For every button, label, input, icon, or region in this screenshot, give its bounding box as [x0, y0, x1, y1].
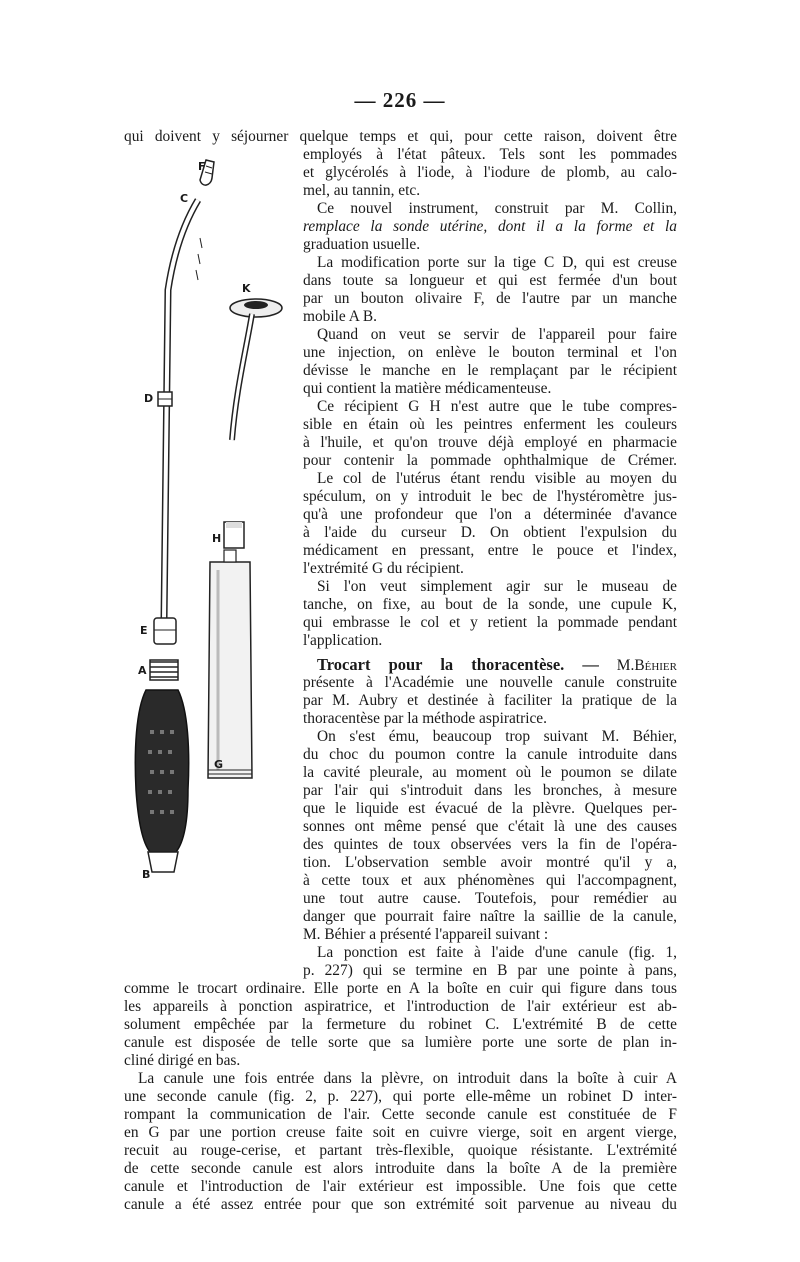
- sonde-engraving: [128, 130, 300, 890]
- text-line: remplace la sonde utérine, dont il a la forme et la: [303, 218, 677, 235]
- figure-letter-g: G: [214, 758, 224, 771]
- text-line: Si l'on veut simplement agir sur le museau de: [317, 578, 677, 595]
- text-line: dans toute sa longueur et qui est fermée d'un bout: [303, 272, 677, 289]
- figure-letter-c: C: [180, 192, 189, 205]
- heading-author-prefix: M.: [616, 657, 635, 674]
- text-line: comme le trocart ordinaire. Elle porte en A la boîte en cuir qui figure dans tous: [124, 980, 677, 997]
- figure-letter-k: K: [242, 282, 251, 295]
- heading-title: Trocart pour la thoracentèse. —: [317, 655, 599, 674]
- text-line: sonnes ont même pensé que c'était là une des causes: [303, 818, 677, 835]
- section-heading: [303, 656, 677, 675]
- text-line: de cette seconde canule est alors introduite dans la boîte A de la première: [124, 1160, 677, 1177]
- text-line: une seconde canule (fig. 2, p. 227), qui porte elle-même un robinet D inter-: [124, 1088, 677, 1105]
- text-line: que le liquide est évacué de la plèvre. Quelques per-: [303, 800, 677, 817]
- text-line: l'extrémité G du récipient.: [303, 560, 464, 577]
- text-line: p. 227) qui se termine en B par une pointe à pans,: [303, 962, 677, 979]
- text-line: La modification porte sur la tige C D, qui est creuse: [317, 254, 677, 271]
- text-line: à l'aide du curseur D. On obtient l'expulsion du: [303, 524, 677, 541]
- text-line: médicament en pressant, entre le pouce et l'index,: [303, 542, 677, 559]
- text-line: La canule une fois entrée dans la plèvre, on introduit dans la boîte à cuir A: [138, 1070, 677, 1087]
- text-line: présente à l'Académie une nouvelle canule construite: [303, 674, 677, 691]
- text-line: graduation usuelle.: [303, 236, 421, 253]
- figure-letter-d: D: [144, 392, 154, 405]
- text-line: du choc du poumon contre la canule introduite dans: [303, 746, 677, 763]
- text-line: rompant la communication de l'air. Cette seconde canule est constituée de F: [124, 1106, 677, 1123]
- text-line: par l'air qui s'introduit dans les bronches, à mesure: [303, 782, 677, 799]
- text-line: qu'à une profondeur que l'on a déterminée d'avance: [303, 506, 677, 523]
- text-line: tion. L'observation semble avoir montré qu'il y a,: [303, 854, 677, 871]
- text-line: Ce nouvel instrument, construit par M. Collin,: [317, 200, 677, 217]
- text-line: à cette toux et aux phénomènes qui l'accompagnent,: [303, 872, 677, 889]
- instrument-illustration: [128, 130, 300, 890]
- text-line: qui contient la matière médicamenteuse.: [303, 380, 552, 397]
- figure-letter-h: H: [212, 532, 222, 545]
- text-line: l'application.: [303, 632, 383, 649]
- text-line: On s'est ému, beaucoup trop suivant M. Béhier,: [317, 728, 677, 745]
- text-line: une tout autre cause. Toutefois, pour remédier au: [303, 890, 677, 907]
- text-line: et glycérolés à l'iode, à l'iodure de plomb, au calo-: [303, 164, 677, 181]
- text-line: recuit au rouge-cerise, et partant très-flexible, quoique résistante. L'extrémité: [124, 1142, 677, 1159]
- text-line: une injection, on enlève le bouton terminal et l'on: [303, 344, 677, 361]
- text-line: M. Béhier a présenté l'appareil suivant :: [303, 926, 549, 943]
- text-line: cliné dirigé en bas.: [124, 1052, 241, 1069]
- text-line: canule et l'introduction de l'air extérieur est impossible. Une fois que cette: [124, 1178, 677, 1195]
- text-line: pour contenir la pommade ophthalmique de Crémer.: [303, 452, 677, 469]
- text-line: tanche, on fixe, au bout de la sonde, une cupule K,: [303, 596, 677, 613]
- text-line: Ce récipient G H n'est autre que le tube compres-: [317, 398, 677, 415]
- figure-letter-a: A: [138, 664, 147, 677]
- text-line: à l'huile, et qu'on trouve déjà employé en pharmacie: [303, 434, 677, 451]
- cupule-drawing: [230, 299, 282, 440]
- text-line: en G par une portion creuse faite soit en cuivre vierge, soit en argent vierge,: [124, 1124, 677, 1141]
- text-line: mel, au tannin, etc.: [303, 182, 421, 199]
- page-number: — 226 —: [354, 88, 446, 112]
- text-line: par un bouton olivaire F, de l'autre par un manche: [303, 290, 677, 307]
- text-line: danger que pourrait faire naître la saillie de la canule,: [303, 908, 677, 925]
- figure-letter-b: B: [142, 868, 151, 881]
- figure-letter-f: F: [198, 160, 206, 173]
- text-line: spéculum, on y introduit le bec de l'hystéromètre jus-: [303, 488, 677, 505]
- text-line: la cavité pleurale, au moment où le poumon se dilate: [303, 764, 677, 781]
- text-line: mobile A B.: [303, 308, 377, 325]
- text-line: qui embrasse le col et y retient la pommade pendant: [303, 614, 677, 631]
- figure-letter-e: E: [140, 624, 148, 637]
- text-line: qui doivent y séjourner quelque temps et qui, pour cette raison, doivent être: [124, 128, 677, 145]
- text-line: La ponction est faite à l'aide d'une canule (fig. 1,: [317, 944, 677, 961]
- text-line: dévisse le manche en le remplaçant par le récipient: [303, 362, 677, 379]
- text-line: canule a été assez entrée pour que son extrémité soit parvenue au niveau du: [124, 1196, 677, 1213]
- heading-author: Béhier: [634, 657, 677, 674]
- text-line: Le col de l'utérus étant rendu visible au moyen du: [317, 470, 677, 487]
- text-line: par M. Aubry et destinée à faciliter la pratique de la: [303, 692, 677, 709]
- text-line: les appareils à ponction aspiratrice, et l'introduction de l'air extérieur est ab-: [124, 998, 677, 1015]
- text-line: canule est disposée de telle sorte que sa lumière porte une sorte de plan in-: [124, 1034, 677, 1051]
- text-line: solument empêchée par la fermeture du robinet C. L'extrémité B de cette: [124, 1016, 677, 1033]
- text-line: sible en étain où les peintres enferment les couleurs: [303, 416, 677, 433]
- text-line: des quintes de toux observées vers la fin de l'opéra-: [303, 836, 677, 853]
- text-line: Quand on veut se servir de l'appareil pour faire: [317, 326, 677, 343]
- text-line: thoracentèse par la méthode aspiratrice.: [303, 710, 547, 727]
- text-line: employés à l'état pâteux. Tels sont les pommades: [303, 146, 677, 163]
